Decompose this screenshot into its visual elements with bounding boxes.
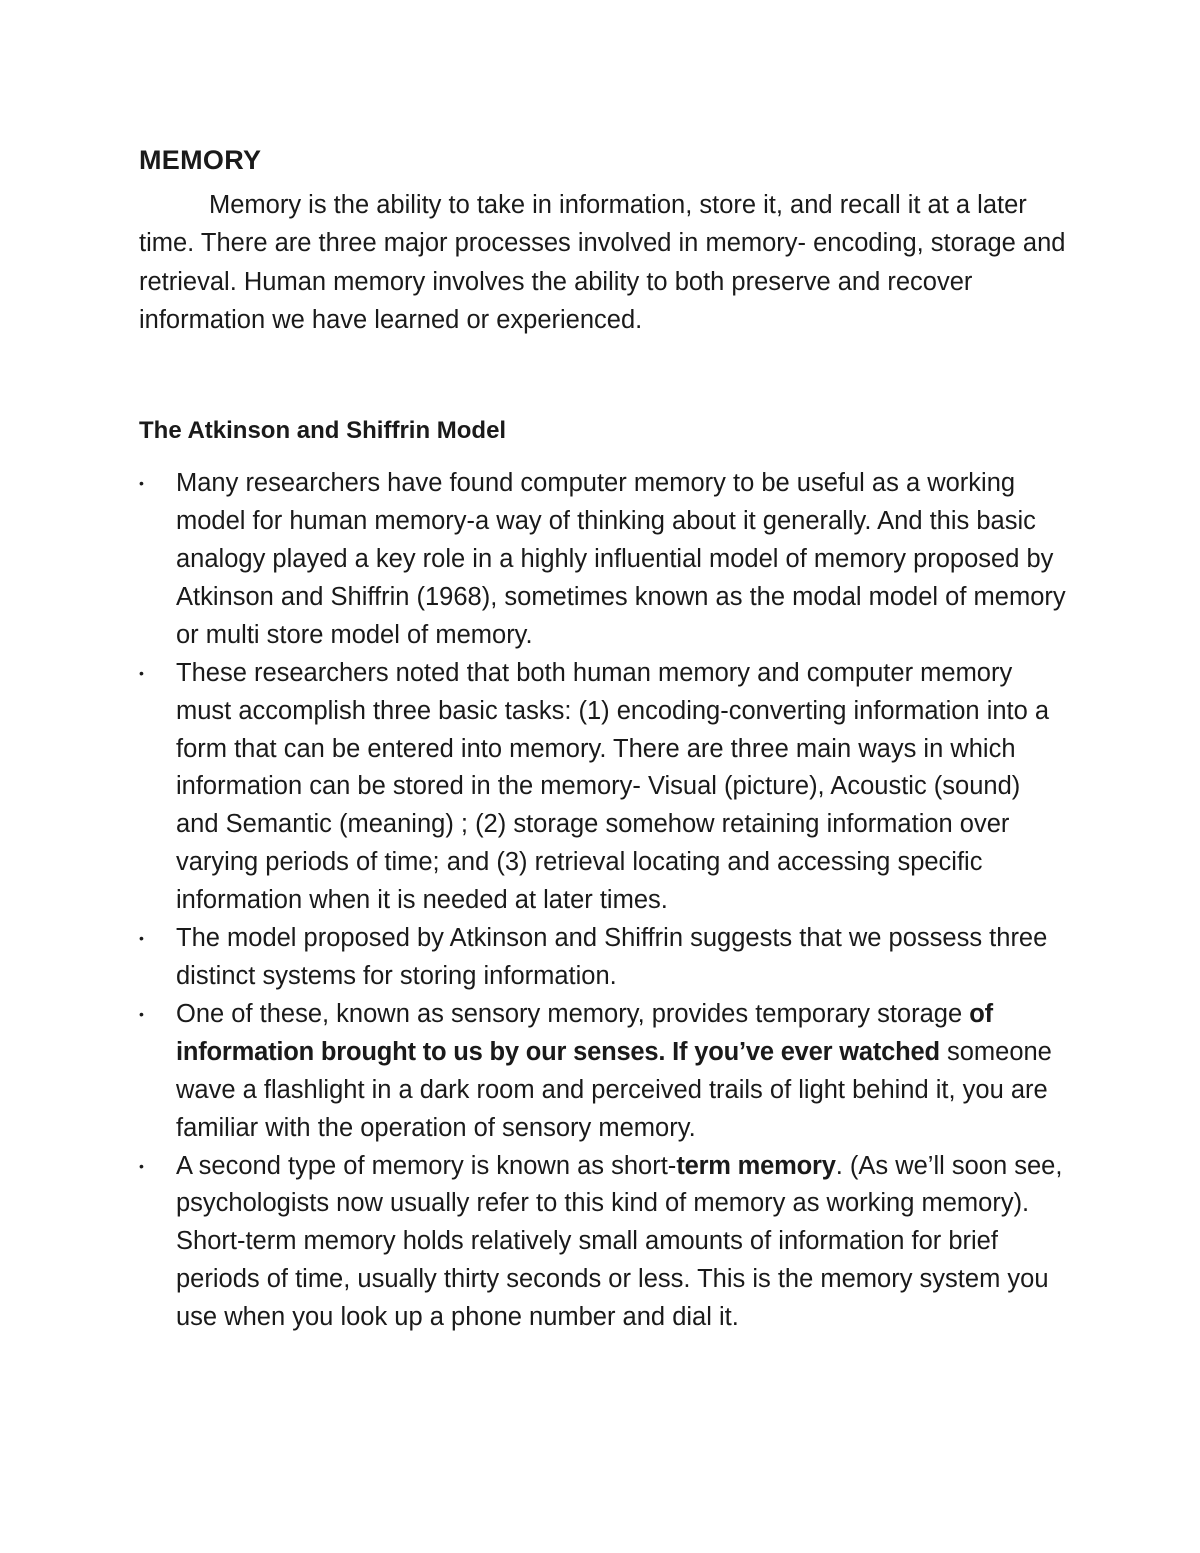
bullet-text: Many researchers have found computer memory to be useful as a working model for human memory-a way of thinking about it generally. And this basic analogy played a key role in a highly influential model of memory proposed by Atkinson and Shiffrin (1968), sometimes known as the modal model of memory or multi store model of memory. bbox=[176, 469, 1066, 649]
section-heading: The Atkinson and Shiffrin Model bbox=[139, 417, 507, 445]
bullet-icon: • bbox=[139, 1005, 144, 1022]
bullet-text-part: someone wave a flashlight in a dark room and perceived trails of light behind it, you are familiar with the operation of sensory memory. bbox=[176, 1037, 1052, 1142]
bullet-item-3 bbox=[139, 920, 1069, 996]
bullet-item-5 bbox=[139, 1148, 1069, 1338]
bullet-text-part: . (As we’ll soon see, psychologists now usually refer to this kind of memory as working memory). Short-term memory holds relatively small amounts of information for brief periods of time, usually thirty seconds or less. This is the memory system you use when you look up a phone number and dial it. bbox=[176, 1151, 1063, 1332]
bullet-item-4 bbox=[139, 996, 1069, 1148]
bullet-icon: • bbox=[139, 1157, 144, 1174]
bullet-item-1 bbox=[139, 465, 1069, 655]
bullet-text-part: One of these, known as sensory memory, provides temporary storage bbox=[176, 999, 970, 1028]
bullet-text-bold: of information brought to us by our senses. If you’ve ever watched bbox=[176, 999, 993, 1066]
intro-paragraph: Memory is the ability to take in information, store it, and recall it at a later time. There are three major processes involved in memory- encoding, storage and retrieval. Human memory involves the ability to both preserve and recover information we have learned or experienced. bbox=[139, 191, 1066, 334]
bullet-text: These researchers noted that both human memory and computer memory must accomplish three basic tasks: (1) encoding-converting information into a form that can be entered into memory. There are three main ways in which information can be stored in the memory- Visual (picture), Acoustic (sound) and Semantic (meaning) ; (2) storage somehow retaining information over varying periods of time; and (3) retrieval locating and accessing specific information when it is needed at later times. bbox=[176, 658, 1050, 915]
bullet-item-2 bbox=[139, 655, 1069, 920]
document-title: MEMORY bbox=[139, 145, 262, 175]
bullet-list bbox=[139, 465, 1069, 1337]
bullet-text-bold: term memory bbox=[676, 1151, 836, 1180]
bullet-text-part: A second type of memory is known as short- bbox=[176, 1151, 677, 1180]
bullet-icon: • bbox=[139, 930, 144, 947]
bullet-icon: • bbox=[139, 664, 144, 681]
document-page bbox=[139, 140, 1069, 1337]
bullet-text: The model proposed by Atkinson and Shiffrin suggests that we possess three distinct systems for storing information. bbox=[176, 924, 1048, 990]
bullet-icon: • bbox=[139, 475, 144, 492]
